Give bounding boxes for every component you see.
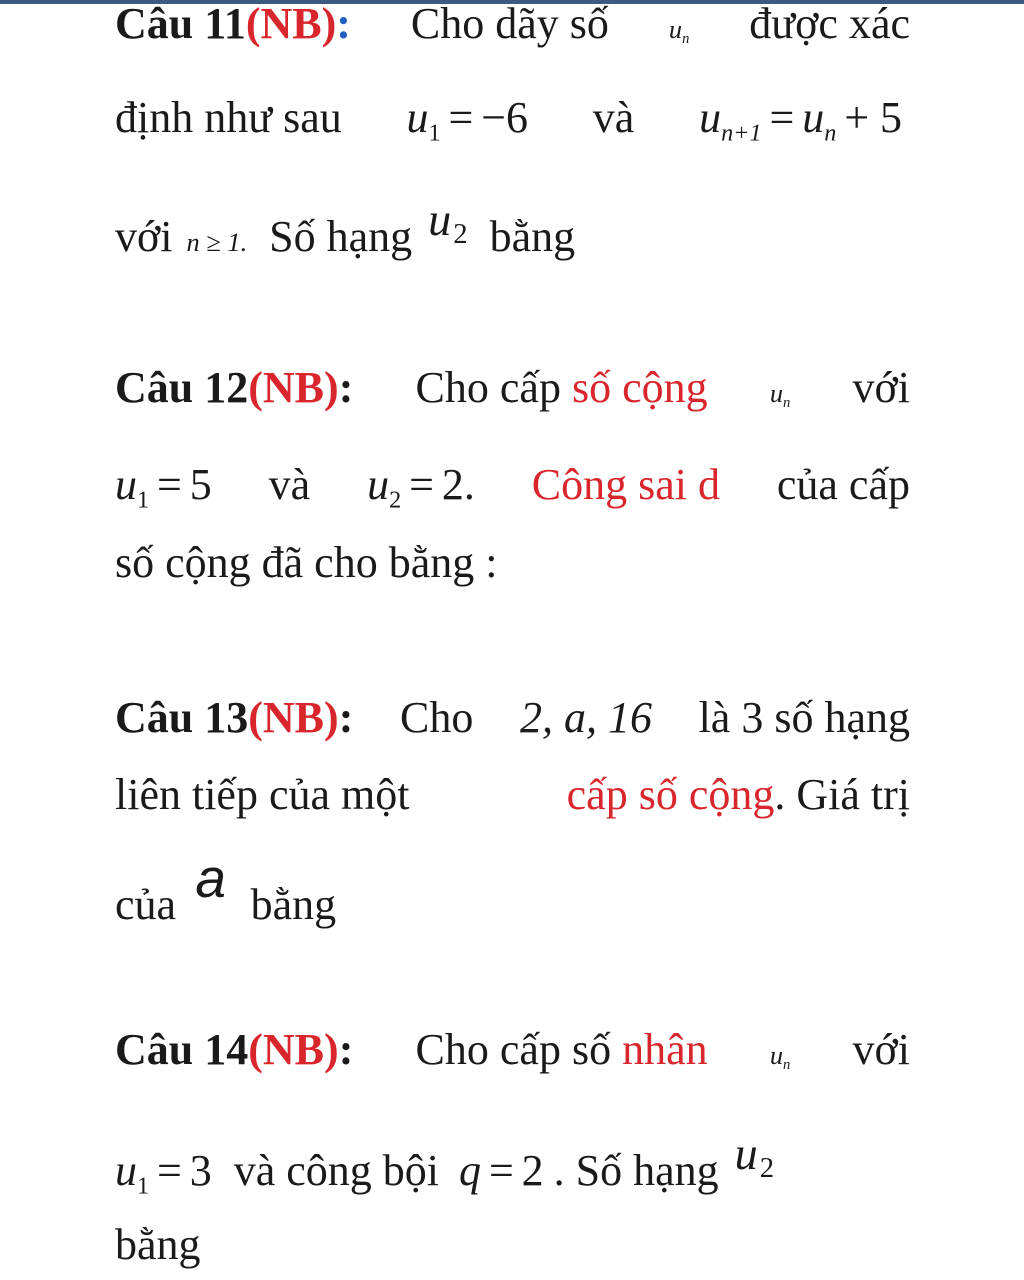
q12-red-arithmetic: số cộng [571, 363, 708, 412]
q11-colon: : [336, 0, 351, 48]
q13-sequence: 2, a, 16 [519, 693, 652, 742]
q11-number: Câu 11 [115, 0, 246, 48]
q13-text-3b: bằng [250, 880, 337, 929]
q14-formula-u1: u1 = 3 [115, 1146, 212, 1200]
q12-un-symbol: un [769, 378, 791, 412]
q12-colon: : [338, 363, 354, 412]
q13-text-3a: của [115, 880, 177, 929]
q13-text-2-end: . Giá trị [774, 770, 910, 819]
q12-tag: (NB) [248, 363, 339, 412]
q14-text-2a: và công bội [233, 1146, 440, 1195]
q14-line-3: bằng [115, 1220, 201, 1269]
q12-red-common-difference: Công sai d [531, 460, 720, 509]
q14-line-2 [115, 1127, 910, 1216]
q13-line-3 [115, 847, 910, 935]
q11-text-3c: bằng [489, 212, 576, 261]
q14-number: Câu 14 [115, 1025, 249, 1074]
q13-text-1-end: là 3 số hạng [698, 693, 910, 742]
q12-line-2 [115, 455, 910, 530]
q13-tag: (NB) [248, 693, 339, 742]
q13-variable-a: a [195, 847, 226, 909]
q14-text-1a: Cho cấp số [415, 1025, 612, 1074]
q11-text-1-end: được xác [749, 0, 910, 48]
q14-text-2b: . Số hạng [553, 1146, 719, 1195]
q14-un-symbol: un [769, 1040, 791, 1074]
q12-line-1 [115, 358, 910, 433]
q13-line-2 [115, 765, 910, 825]
q12-and: và [268, 460, 311, 509]
q11-line-1 [115, 0, 910, 69]
q11-and: và [592, 93, 635, 142]
q11-text-3a: với [115, 212, 173, 261]
q14-colon: : [338, 1025, 354, 1074]
q11-line-3 [115, 193, 910, 281]
q13-line-1 [115, 688, 910, 748]
q11-text-3b: Số hạng [269, 212, 413, 261]
q11-condition: n ≥ 1. [186, 227, 248, 257]
q14-text-1-end: với [852, 1025, 910, 1074]
q13-text-2a: liên tiếp của một [115, 770, 410, 819]
q11-formula-recurrence: un+1 = un + 5 [699, 93, 903, 147]
q14-line-1 [115, 1020, 910, 1095]
q11-u2-symbol: $u_2$ [428, 193, 468, 251]
q13-number: Câu 13 [115, 693, 249, 742]
q14-formula-q: q = 2 [459, 1146, 544, 1195]
q12-formula-u2: u2 = 2. [367, 460, 475, 514]
q13-colon: : [338, 693, 354, 742]
q11-tag: (NB) [245, 0, 337, 48]
q11-text-2: định như sau [115, 93, 342, 142]
q12-line-3: số cộng đã cho bằng : [115, 538, 498, 587]
q13-red-arithmetic: cấp số cộng [566, 770, 775, 819]
q12-text-1-end: với [852, 363, 910, 412]
q12-text-2-end: của cấp [776, 460, 910, 509]
q11-line-2 [115, 88, 910, 163]
q14-red-geometric: nhân [622, 1025, 708, 1074]
q12-number: Câu 12 [115, 363, 249, 412]
q11-formula-u1: u1 = −6 [406, 93, 529, 147]
q13-text-1a: Cho [399, 693, 474, 742]
q14-u2-symbol: $u_2$ [734, 1127, 775, 1185]
q11-un-symbol: un [668, 14, 690, 48]
q14-tag: (NB) [248, 1025, 339, 1074]
q11-text-1: Cho dãy số [410, 0, 609, 48]
q12-text-1a: Cho cấp [415, 363, 561, 412]
q12-formula-u1: u1 = 5 [115, 460, 212, 514]
